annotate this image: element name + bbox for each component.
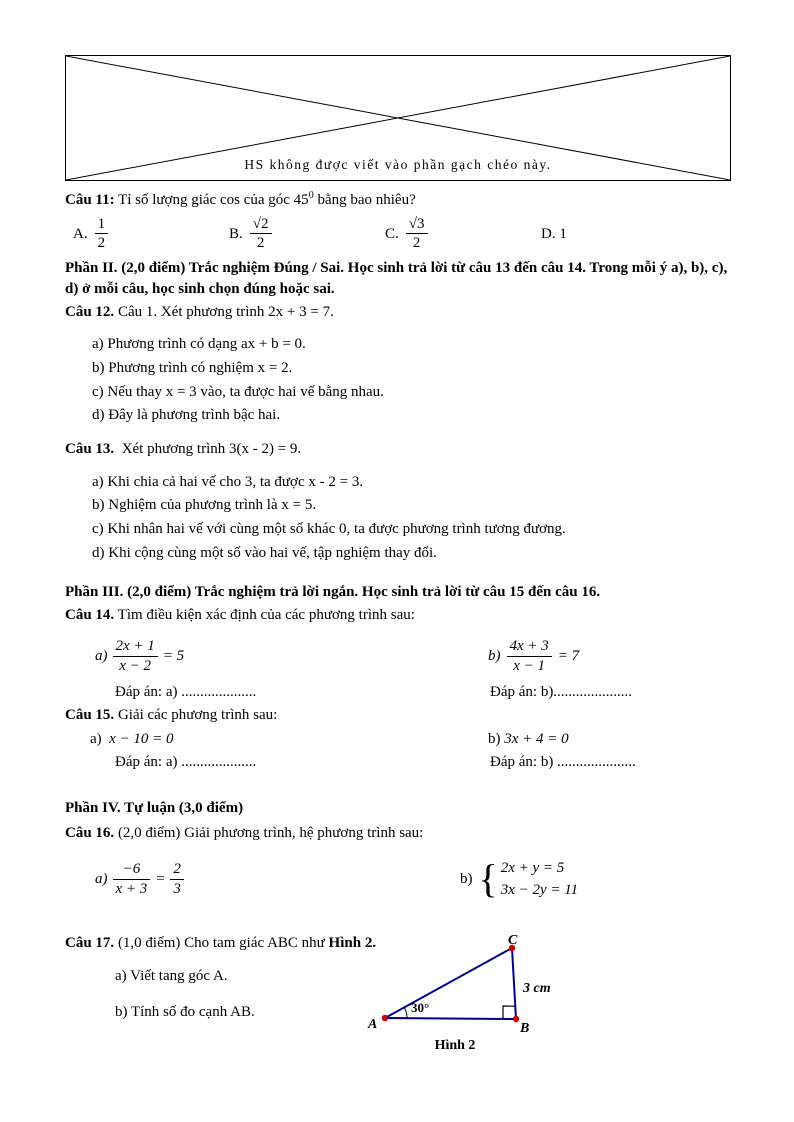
option-b-label: B.: [229, 225, 243, 242]
q14-eq-b-fraction: $\frac{4x + 3}{x - 1}$: [507, 638, 552, 675]
q13-label: Câu 13.: [65, 441, 115, 458]
q14-eq-a-label: a): [95, 647, 108, 664]
q17-items: [115, 966, 370, 1023]
question-16: [65, 823, 731, 844]
question-14: [65, 605, 731, 626]
q16-eq-a-equals: =: [155, 870, 166, 887]
option-b: [229, 216, 385, 253]
q17-item-b: b) Tính số đo cạnh AB.: [115, 1004, 255, 1021]
figure-caption: Hình 2: [434, 1038, 476, 1053]
q14-eq-a-rhs: = 5: [162, 647, 185, 664]
q11-label: Câu 11:: [65, 192, 115, 208]
q14-eq-b-rhs: = 7: [557, 647, 580, 664]
q14-text: Tìm điều kiện xác định của các phương trình sau:: [117, 607, 415, 624]
option-b-fraction: $\frac{√2}{2}$: [250, 216, 272, 253]
angle-label: 30°: [411, 1000, 430, 1015]
q17-figure-ref: Hình 2.: [328, 935, 377, 951]
side-length-label: 3 cm: [523, 981, 551, 996]
q17-block: [65, 933, 731, 1053]
q13-text: Xét phương trình 3(x - 2) = 9.: [121, 441, 302, 458]
q16-equation-a: [95, 861, 460, 898]
q15-equation-b: b) 3x + 4 = 0: [488, 730, 569, 747]
q11-text: Tỉ số lượng giác cos của góc 45: [118, 192, 309, 208]
q14-answers: [65, 682, 731, 703]
q12-item-a: a) Phương trình có dạng ax + b = 0.: [92, 336, 306, 353]
q15-label: Câu 15.: [65, 707, 115, 724]
q14-answer-a: Đáp án: a) ....................: [115, 683, 257, 700]
q13-item-a: a) Khi chia cả hai vế cho 3, ta được x - 2 = 3.: [92, 473, 364, 490]
q15-equations: [65, 729, 731, 750]
q14-equation-a: [95, 638, 460, 675]
vertex-label-C: C: [508, 935, 518, 948]
option-d: D. 1: [541, 225, 567, 242]
q15-answer-b: Đáp án: b) .....................: [490, 753, 636, 770]
q16-eq-a-fraction: $\frac{-6}{x + 3}$: [113, 861, 151, 898]
q12-label: Câu 12.: [65, 303, 115, 320]
system-line-1: 2x + y = 5: [500, 859, 565, 876]
q11-superscript: 0: [308, 190, 314, 201]
q15-answer-a: Đáp án: a) ....................: [115, 753, 257, 770]
option-c-label: C.: [385, 225, 399, 242]
q14-equation-b: [488, 638, 579, 675]
q15-equation-a: a) x − 10 = 0: [90, 730, 174, 747]
vertex-label-A: A: [368, 1017, 378, 1032]
option-a-fraction: $\frac{1}{2}$: [95, 216, 109, 253]
triangle-figure: [365, 935, 580, 1055]
q12-item-b: b) Phương trình có nghiệm x = 2.: [92, 360, 293, 377]
q17-text: (1,0 điểm) Cho tam giác ABC như: [117, 935, 325, 951]
q13-item-d: d) Khi cộng cùng một số vào hai vế, tập nghiệm thay đổi.: [92, 544, 437, 561]
q16-label: Câu 16.: [65, 824, 115, 841]
q14-eq-a-fraction: $\frac{2x + 1}{x - 2}$: [113, 638, 158, 675]
vertex-dot-A: [382, 1015, 388, 1021]
q16-system-label: b): [460, 870, 473, 887]
option-a-label: A.: [73, 225, 88, 242]
q14-eq-b-label: b): [488, 647, 501, 664]
q16-eq-a-rhs-fraction: $\frac{2}{3}$: [170, 861, 184, 898]
part-4-heading: Phần IV. Tự luận (3,0 điểm): [65, 800, 244, 817]
option-c-fraction: $\frac{√3}{2}$: [406, 216, 428, 253]
system-brace: {: [478, 856, 498, 902]
q17-label: Câu 17.: [65, 935, 115, 951]
vertex-label-B: B: [520, 1021, 530, 1035]
q11-options: [65, 216, 731, 253]
question-15: [65, 705, 731, 726]
q14-equations: [65, 638, 731, 675]
part-2-heading: Phần II. (2,0 điểm) Trắc nghiệm Đúng / Sai. Học sinh trả lời từ câu 13 đến câu 14. Trong mỗi ý a), b), c), d) ở mỗi câu, học sinh chọn đúng hoặc sai.: [65, 260, 728, 297]
q14-answer-b: Đáp án: b).....................: [490, 683, 633, 700]
q15-text: Giải các phương trình sau:: [117, 707, 278, 724]
side-AB: [385, 1018, 516, 1019]
part-3-heading: Phần III. (2,0 điểm) Trắc nghiệm trả lời ngắn. Học sinh trả lời từ câu 15 đến câu 16.: [65, 583, 601, 600]
question-12: [65, 302, 731, 323]
question-13: [65, 439, 731, 460]
q13-item-c: c) Khi nhân hai vế với cùng một số khác 0, ta được phương trình tương đương.: [92, 521, 566, 538]
system-line-2: 3x − 2y = 11: [500, 882, 579, 899]
option-c: [385, 216, 541, 253]
option-a: [73, 216, 229, 253]
q13-items: [92, 472, 731, 564]
vertex-dot-B: [513, 1016, 519, 1022]
q16-eq-a-label: a): [95, 870, 108, 887]
q12-item-d: d) Đây là phương trình bậc hai.: [92, 407, 281, 424]
q12-item-c: c) Nếu thay x = 3 vào, ta được hai vế bằng nhau.: [92, 383, 384, 400]
triangle-svg: [365, 935, 580, 1035]
q11-text-end: bằng bao nhiêu?: [317, 192, 416, 208]
q16-system: [460, 858, 578, 901]
q15-answers: [65, 752, 731, 773]
angle-arc: [404, 1007, 407, 1018]
q16-equations: [65, 858, 731, 901]
q17-item-a: a) Viết tang góc A.: [115, 967, 228, 984]
crossed-notice-box: [65, 55, 731, 181]
side-BC: [512, 948, 516, 1019]
q16-text: (2,0 điểm) Giải phương trình, hệ phương trình sau:: [117, 824, 424, 841]
q14-label: Câu 14.: [65, 607, 115, 624]
q12-text: Câu 1. Xét phương trình 2x + 3 = 7.: [117, 303, 334, 320]
q13-item-b: b) Nghiệm của phương trình là x = 5.: [92, 497, 317, 514]
notice-text: HS không được viết vào phần gạch chéo này.: [244, 157, 552, 173]
question-11: [65, 189, 731, 211]
q12-items: [92, 334, 731, 426]
